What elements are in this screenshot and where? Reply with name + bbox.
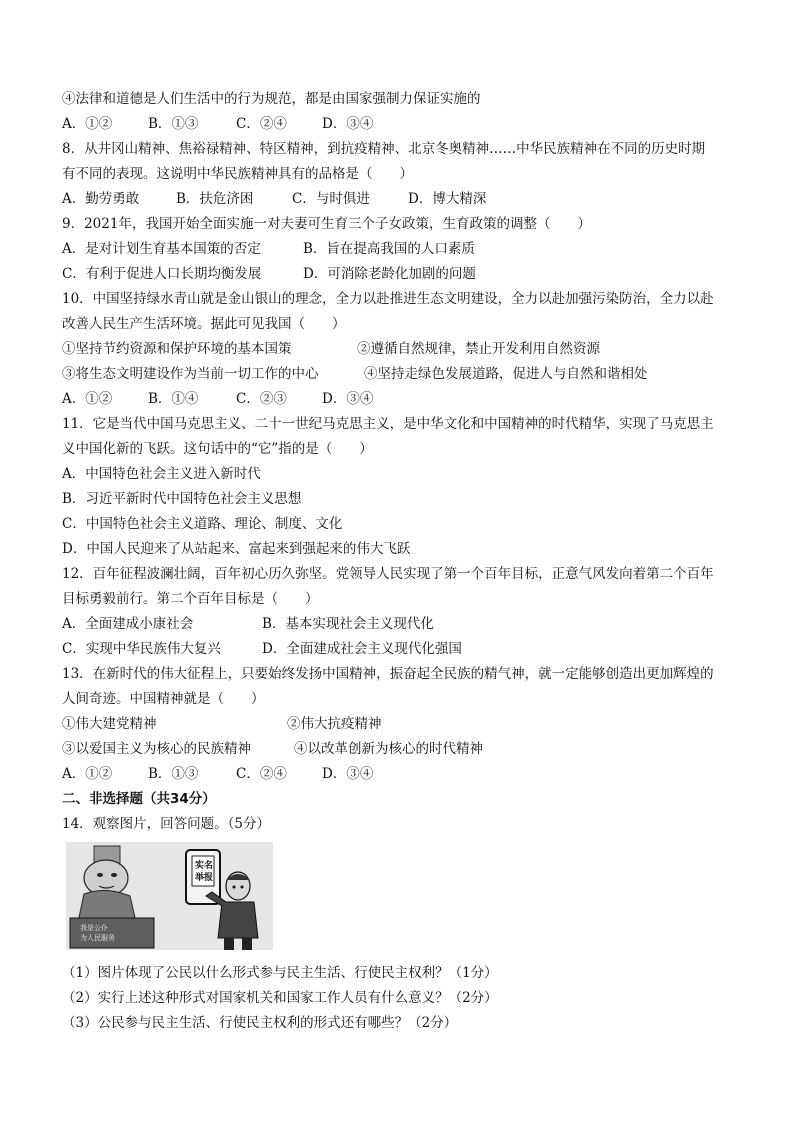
- q10-statement-4: ④坚持走绿色发展道路，促进人与自然和谐相处: [364, 366, 648, 382]
- q11-stem-line1: 11．它是当代中国马克思主义、二十一世纪马克思主义，是中华文化和中国精神的时代精华，实现了马克思主: [62, 416, 714, 432]
- q7-statement-4: ④法律和道德是人们生活中的行为规范，都是由国家强制力保证实施的: [62, 91, 481, 107]
- q10-statement-3: ③将生态文明建设作为当前一切工作的中心: [62, 366, 319, 382]
- q12-option-c: C．实现中华民族伟大复兴: [62, 641, 221, 657]
- cartoon-drawing: [66, 842, 273, 950]
- q8-stem-line2: 有不同的表现。这说明中华民族精神具有的品格是（ ）: [62, 166, 413, 182]
- q12-stem-line1: 12．百年征程波澜壮阔，百年初心历久弥坚。党领导人民实现了第一个百年目标，正意气风发向着第二个百年: [62, 566, 714, 582]
- q14-sub3: （3）公民参与民主生活、行使民主权利的形式还有哪些？（2分）: [62, 1015, 458, 1031]
- q8-stem-line1: 8．从井冈山精神、焦裕禄精神、特区精神，到抗疫精神、北京冬奥精神……中华民族精神在不同的历史时期: [62, 141, 706, 157]
- q13-statement-3: ③以爱国主义为核心的民族精神: [62, 741, 251, 757]
- q13-statement-1: ①伟大建党精神: [62, 716, 157, 732]
- q8-option-b: B．扶危济困: [176, 191, 254, 207]
- q13-option-a: A．①②: [62, 766, 113, 782]
- q9-option-d: D．可消除老龄化加剧的问题: [303, 266, 476, 282]
- q13-stem-line2: 人间奇迹。中国精神就是（ ）: [62, 691, 265, 707]
- q11-option-a: A．中国特色社会主义进入新时代: [62, 466, 261, 482]
- q7-option-b: B．①③: [148, 116, 199, 132]
- q12-option-a: A．全面建成小康社会: [62, 616, 194, 632]
- q13-option-b: B．①③: [148, 766, 199, 782]
- q9-stem: 9．2021年，我国开始全面实施一对夫妻可生育三个子女政策，生育政策的调整（ ）: [62, 216, 591, 232]
- q14-stem: 14．观察图片，回答问题。（5分）: [62, 816, 271, 832]
- cartoon-image: [66, 842, 273, 950]
- q13-stem-line1: 13．在新时代的伟大征程上，只要始终发扬中国精神，振奋起全民族的精气神，就一定能够创造出更加辉煌的: [62, 666, 714, 682]
- q10-option-a: A．①②: [62, 391, 113, 407]
- q13-statement-2: ②伟大抗疫精神: [287, 716, 382, 732]
- q11-stem-line2: 义中国化新的飞跃。这句话中的“它”指的是（ ）: [62, 441, 373, 457]
- q13-option-d: D．③④: [322, 766, 374, 782]
- q10-option-d: D．③④: [322, 391, 374, 407]
- q10-stem-line2: 改善人民生产生活环境。据此可见我国（ ）: [62, 316, 346, 332]
- desk-sign-line2: 为人民服务: [80, 934, 115, 942]
- q7-option-d: D．③④: [322, 116, 374, 132]
- phone-text-line2: 举报: [195, 873, 214, 883]
- q11-option-b: B．习近平新时代中国特色社会主义思想: [62, 491, 302, 507]
- q12-stem-line2: 目标勇毅前行。第二个百年目标是（ ）: [62, 591, 319, 607]
- desk-sign-line1: 我是公仆: [80, 924, 108, 932]
- q7-option-c: C．②④: [236, 116, 287, 132]
- q10-stem-line1: 10．中国坚持绿水青山就是金山银山的理念，全力以赴推进生态文明建设，全力以赴加强污染防治，全力以赴: [62, 291, 714, 307]
- q10-statement-2: ②遵循自然规律，禁止开发利用自然资源: [357, 341, 600, 357]
- q10-option-c: C．②③: [236, 391, 287, 407]
- q11-option-c: C．中国特色社会主义道路、理论、制度、文化: [62, 516, 343, 532]
- q12-option-d: D．全面建成社会主义现代化强国: [262, 641, 462, 657]
- phone-text-line1: 实名: [195, 861, 214, 871]
- q11-option-d: D．中国人民迎来了从站起来、富起来到强起来的伟大飞跃: [62, 541, 411, 557]
- q9-option-c: C．有利于促进人口长期均衡发展: [62, 266, 262, 282]
- q10-option-b: B．①④: [148, 391, 199, 407]
- q9-option-a: A．是对计划生育基本国策的否定: [62, 241, 261, 257]
- q12-option-b: B．基本实现社会主义现代化: [262, 616, 434, 632]
- q8-option-a: A．勤劳勇敢: [62, 191, 140, 207]
- section-2-heading: 二、非选择题（共34分）: [62, 791, 216, 807]
- q8-option-d: D．博大精深: [408, 191, 487, 207]
- q14-sub2: （2）实行上述这种形式对国家机关和国家工作人员有什么意义？（2分）: [62, 990, 498, 1006]
- q13-option-c: C．②④: [236, 766, 287, 782]
- q9-option-b: B．旨在提高我国的人口素质: [303, 241, 475, 257]
- q13-statement-4: ④以改革创新为核心的时代精神: [294, 741, 483, 757]
- q14-sub1: （1）图片体现了公民以什么形式参与民主生活、行使民主权利？（1分）: [62, 965, 498, 981]
- q10-statement-1: ①坚持节约资源和保护环境的基本国策: [62, 341, 292, 357]
- q8-option-c: C．与时俱进: [292, 191, 370, 207]
- q7-option-a: A．①②: [62, 116, 113, 132]
